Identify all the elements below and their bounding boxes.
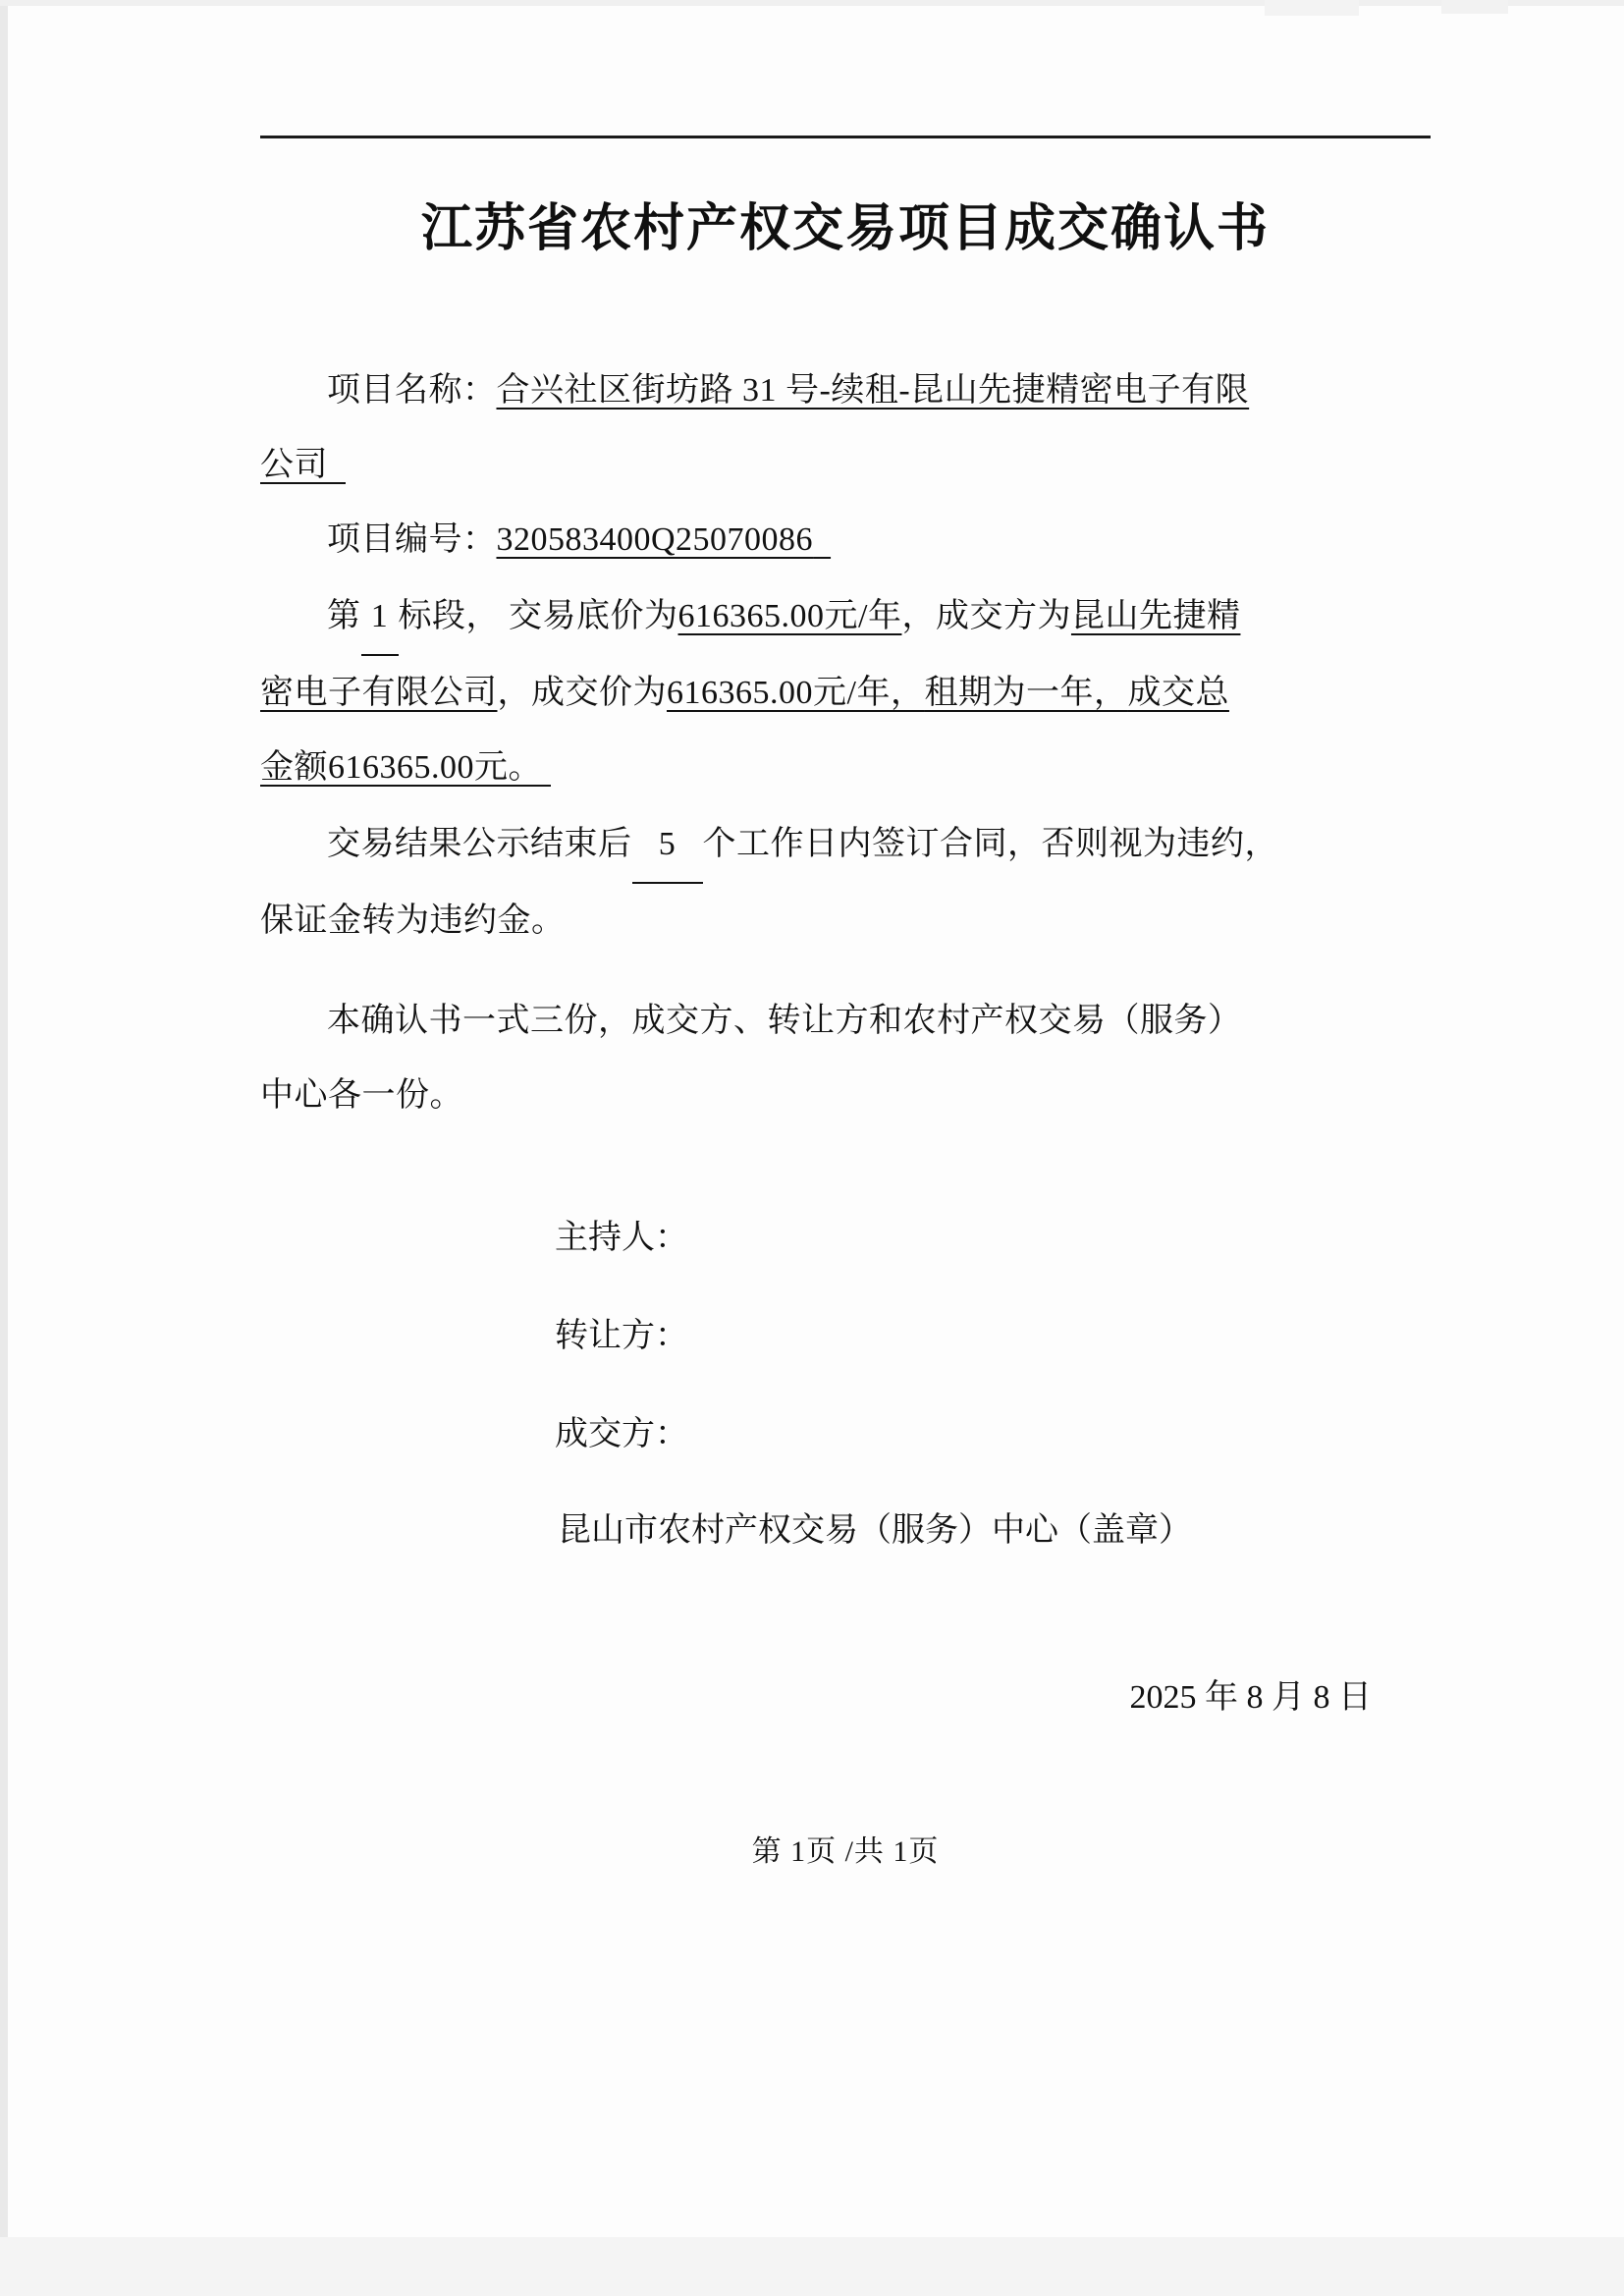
buyer-name-line2: 密电子有限公司 bbox=[260, 675, 498, 711]
total-amount: 616365.00 bbox=[328, 749, 474, 786]
total-unit: 元。 bbox=[474, 749, 542, 786]
page-footer: 第 1页 /共 1页 bbox=[751, 1835, 940, 1868]
total-label-line2: 成交总 bbox=[1127, 675, 1229, 711]
paragraph-copies bbox=[260, 984, 1431, 1133]
deal-price: 616365.00 bbox=[667, 675, 813, 711]
signature-center bbox=[260, 1503, 1431, 1551]
deal-price-unit: 元/年， bbox=[813, 675, 925, 711]
project-number-underline-tail bbox=[813, 521, 831, 558]
project-name-value-line2: 公司 bbox=[260, 447, 328, 483]
lot-number: 1 bbox=[361, 579, 399, 656]
project-number-label: 项目编号： bbox=[327, 521, 497, 558]
lease-term: 租期为一年， bbox=[924, 675, 1128, 711]
signature-transferor bbox=[260, 1308, 1431, 1356]
copies-line2: 中心各一份。 bbox=[260, 1077, 463, 1114]
bid-prefix: 第 bbox=[327, 598, 361, 634]
signature-date bbox=[260, 1669, 1431, 1718]
project-number-value: 320583400Q25070086 bbox=[496, 521, 814, 558]
buyer-name-line1: 昆山先捷精 bbox=[1070, 598, 1241, 634]
paragraph-sign-deadline bbox=[260, 807, 1431, 958]
signature-buyer bbox=[260, 1406, 1431, 1454]
base-price-unit: 元/年 bbox=[824, 598, 902, 634]
page-title: 江苏省农村产权交易项目成交确认书 bbox=[420, 199, 1270, 258]
paragraph-bid-result bbox=[260, 579, 1431, 805]
project-name-underline-tail bbox=[328, 447, 346, 483]
project-name-value-line1: 合兴社区街坊路 31 号-续租-昆山先捷精密电子有限 bbox=[496, 372, 1250, 409]
scan-edge-left bbox=[0, 0, 8, 2296]
total-label-line3: 金额 bbox=[260, 749, 328, 786]
bid-after-buyer: ，成交价为 bbox=[497, 675, 667, 711]
signature-host bbox=[260, 1210, 1431, 1258]
header-rule bbox=[260, 136, 1431, 138]
field-project-name bbox=[260, 354, 1431, 503]
signature-buyer-label: 成交方： bbox=[555, 1416, 688, 1452]
signature-date-value: 2025 年 8 月 8 日 bbox=[1129, 1679, 1372, 1716]
sign-suffix-line1: 个工作日内签订合同，否则视为违约， bbox=[702, 826, 1278, 862]
signature-transferor-label: 转让方： bbox=[555, 1318, 688, 1354]
bid-after-base-price: ，成交方为 bbox=[901, 598, 1071, 634]
sign-suffix-line2: 保证金转为违约金。 bbox=[260, 902, 566, 939]
total-underline-tail bbox=[542, 749, 551, 786]
scan-artifact-top-right bbox=[1441, 0, 1508, 14]
document-content bbox=[260, 0, 1438, 2296]
base-price: 616365.00 bbox=[677, 598, 825, 634]
copies-line1: 本确认书一式三份，成交方、转让方和农村产权交易（服务） bbox=[327, 1003, 1242, 1039]
field-project-number bbox=[260, 503, 1431, 577]
sign-prefix: 交易结果公示结束后 bbox=[327, 826, 632, 862]
project-name-label: 项目名称： bbox=[327, 372, 497, 409]
signature-host-label: 主持人： bbox=[555, 1220, 688, 1256]
sign-days: 5 bbox=[632, 807, 703, 884]
signature-center-label: 昆山市农村产权交易（服务）中心（盖章） bbox=[558, 1512, 1192, 1549]
bid-after-lot: 标段， 交易底价为 bbox=[398, 598, 678, 634]
